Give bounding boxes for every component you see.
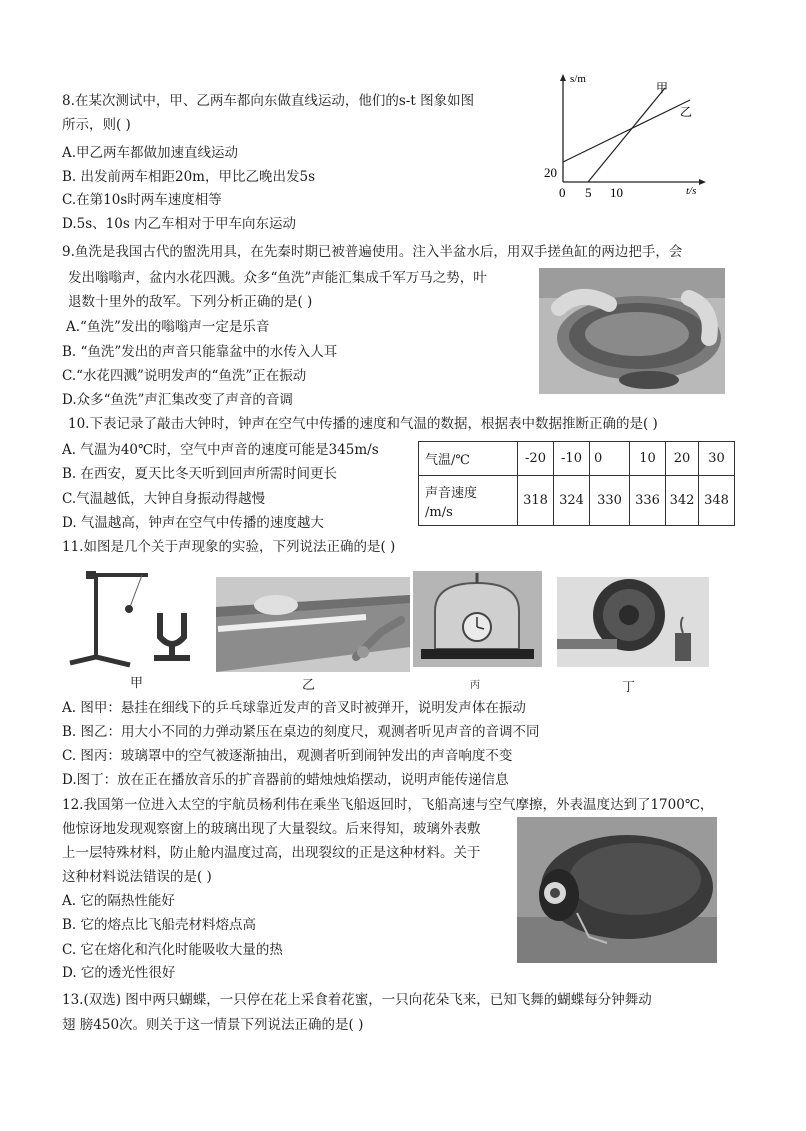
q8-option-a: A.甲乙两车都做加速直线运动 bbox=[62, 145, 239, 161]
caption-bing: 丙 bbox=[470, 680, 480, 691]
line-jia-label: 甲 bbox=[656, 81, 669, 95]
q12-stem-line3: 上一层特殊材料，防止舱内温度过高，出现裂纹的正是这种材料。关于 bbox=[62, 845, 481, 861]
q10-option-a: A. 气温为40℃时，空气中声音的速度可能是345m/s bbox=[62, 442, 379, 458]
tick-x-0: 0 bbox=[559, 185, 566, 200]
q12-option-b: B. 它的熔点比飞船壳材料熔点高 bbox=[62, 917, 257, 933]
q12-stem-line2: 他惊讶地发现观察窗上的玻璃出现了大量裂纹。后来得知，玻璃外表敷 bbox=[62, 821, 481, 837]
capsule-photo bbox=[517, 817, 717, 963]
table-header-speed-line2: /m/s bbox=[425, 504, 453, 520]
caption-yi: 乙 bbox=[302, 677, 316, 692]
line-jia bbox=[588, 88, 665, 182]
table-cell: -10 bbox=[554, 442, 590, 476]
q11-stem: 11.如图是几个关于声现象的实验，下列说法正确的是( ) bbox=[62, 539, 396, 555]
tick-y-20: 20 bbox=[544, 165, 557, 180]
tick-x-5: 5 bbox=[585, 185, 592, 200]
table-cell: 348 bbox=[699, 476, 735, 526]
q9-stem-line3: 退数十里外的敌军。下列分析正确的是( ) bbox=[68, 294, 313, 310]
q12-option-d: D. 它的透光性很好 bbox=[62, 965, 176, 981]
experiment-yi-hand-figure bbox=[351, 612, 411, 662]
table-cell: -20 bbox=[518, 442, 554, 476]
line-yi bbox=[563, 100, 693, 162]
q11-option-c: C. 图丙：玻璃罩中的空气被逐渐抽出，观测者听到闹钟发出的声音响度不变 bbox=[62, 748, 513, 764]
q12-option-a: A. 它的隔热性能好 bbox=[62, 893, 175, 909]
caption-jia: 甲 bbox=[130, 675, 144, 690]
table-cell: 0 bbox=[590, 442, 630, 476]
table-header-speed bbox=[419, 476, 518, 526]
table-row-speed bbox=[419, 476, 735, 526]
experiment-jia-figure bbox=[68, 565, 208, 673]
q12-stem-line1: 12.我国第一位进入太空的宇航员杨利伟在乘坐飞船返回时，飞船高速与空气摩擦，外表温度达到了1700℃， bbox=[62, 797, 714, 813]
table-header-speed-line1: 声音速度 bbox=[425, 485, 478, 501]
caption-ding: 丁 bbox=[622, 679, 636, 694]
table-cell: 342 bbox=[666, 476, 699, 526]
table-cell: 30 bbox=[699, 442, 735, 476]
st-graph bbox=[530, 70, 710, 205]
q8-option-d: D.5s、10s 内乙车相对于甲车向东运动 bbox=[62, 216, 297, 232]
table-row-temperature bbox=[419, 442, 735, 476]
q9-option-d: D.众多“鱼洗”声汇集改变了声音的音调 bbox=[62, 392, 293, 408]
q13-stem-line1: 13.(双选) 图中两只蝴蝶，一只停在花上采食着花蜜，一只向花朵飞来，已知飞舞的蝴蝶每分钟舞动 bbox=[62, 992, 652, 1008]
temperature-speed-table bbox=[418, 441, 735, 526]
q11-option-b: B. 图乙：用大小不同的力弹动紧压在桌边的刻度尺，观测者听见声音的音调不同 bbox=[62, 724, 540, 740]
q8-option-b: B. 出发前两车相距20m，甲比乙晚出发5s bbox=[62, 169, 315, 185]
q8-stem-line2: 所示，则( ) bbox=[62, 117, 131, 133]
table-cell: 20 bbox=[666, 442, 699, 476]
axis-x-label: t/s bbox=[686, 185, 697, 197]
tick-x-10: 10 bbox=[610, 185, 623, 200]
q9-stem-line2: 发出嗡嗡声，盆内水花四溅。众多“鱼洗”声能汇集成千军万马之势，叶 bbox=[68, 270, 487, 286]
q9-option-a: A.“鱼洗”发出的嗡嗡声一定是乐音 bbox=[66, 319, 270, 335]
line-yi-label: 乙 bbox=[680, 105, 693, 119]
table-cell: 318 bbox=[518, 476, 554, 526]
q12-stem-line4: 这种材料说法错误的是( ) bbox=[62, 869, 212, 885]
q11-option-d: D.图丁：放在正在播放音乐的扩音器前的蜡烛烛焰摆动，说明声能传递信息 bbox=[62, 772, 509, 788]
q8-stem-line1: 8.在某次测试中，甲、乙两车都向东做直线运动，他们的s-t 图象如图 bbox=[62, 93, 475, 109]
table-header-temperature: 气温/℃ bbox=[419, 442, 518, 476]
q9-stem-line1: 9.鱼洗是我国古代的盥洗用具，在先秦时期已被普遍使用。注入半盆水后，用双手搓鱼缸的两边把手，会 bbox=[62, 244, 683, 260]
experiment-ding-figure bbox=[557, 577, 709, 667]
q8-option-c: C.在第10s时两车速度相等 bbox=[62, 192, 222, 208]
q9-option-b: B. “鱼洗”发出的声音只能靠盆中的水传入人耳 bbox=[62, 344, 338, 360]
axis-y-label: s/m bbox=[570, 73, 586, 85]
q10-option-d: D. 气温越高，钟声在空气中传播的速度越大 bbox=[62, 515, 324, 531]
q13-stem-line2: 翅 膀450次。则关于这一情景下列说法正确的是( ) bbox=[62, 1017, 364, 1033]
q10-option-c: C.气温越低，大钟自身振动得越慢 bbox=[62, 491, 266, 507]
table-cell: 10 bbox=[630, 442, 666, 476]
table-cell: 336 bbox=[630, 476, 666, 526]
q10-stem: 10.下表记录了敲击大钟时，钟声在空气中传播的速度和气温的数据，根据表中数据推断正确的是( ) bbox=[68, 416, 658, 432]
experiment-bing-figure bbox=[413, 571, 542, 667]
q9-option-c: C.“水花四溅”说明发声的“鱼洗”正在振动 bbox=[62, 368, 307, 384]
q11-option-a: A. 图甲：悬挂在细线下的乒乓球靠近发声的音叉时被弹开，说明发声体在振动 bbox=[62, 700, 526, 716]
table-cell: 330 bbox=[590, 476, 630, 526]
fish-basin-photo bbox=[539, 268, 725, 394]
table-cell: 324 bbox=[554, 476, 590, 526]
q12-option-c: C. 它在熔化和汽化时能吸收大量的热 bbox=[62, 942, 283, 958]
q10-option-b: B. 在西安，夏天比冬天听到回声所需时间更长 bbox=[62, 466, 338, 482]
